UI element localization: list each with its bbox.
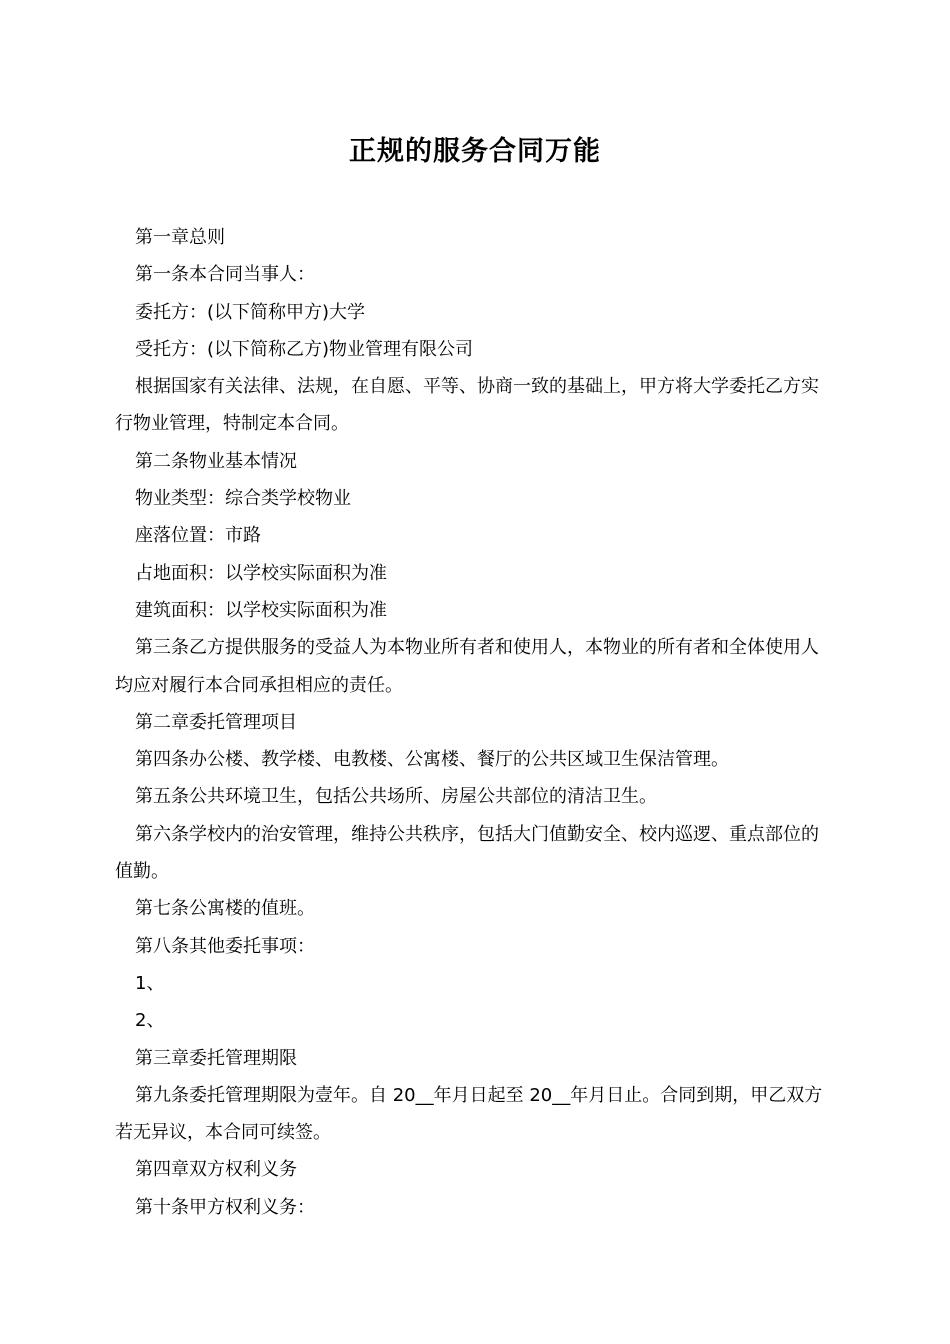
property-detail: 占地面积：以学校实际面积为准 (135, 562, 387, 584)
article-line: 第八条其他委托事项： (135, 935, 315, 957)
document-body (115, 219, 835, 1226)
paragraph: 第九条委托管理期限为壹年。自 20__年月日起至 20__年月日止。合同到期，甲乙双方若无异议，本合同可续签。 (115, 1084, 823, 1144)
list-item: 1、 (135, 972, 165, 994)
chapter-heading: 第一章总则 (135, 227, 225, 248)
chapter-heading: 第四章双方权利义务 (135, 1159, 297, 1181)
article-line: 第一条本合同当事人： (135, 264, 315, 286)
party-line: 委托方：(以下简称甲方)大学 (135, 301, 366, 323)
paragraph: 第六条学校内的治安管理，维持公共秩序，包括大门值勤安全、校内巡逻、重点部位的值勤。 (115, 823, 819, 883)
article-line: 第七条公寓楼的值班。 (135, 898, 315, 920)
list-item: 2、 (135, 1010, 165, 1032)
article-line: 第五条公共环境卫生，包括公共场所、房屋公共部位的清洁卫生。 (135, 786, 657, 808)
chapter-heading: 第二章委托管理项目 (135, 711, 297, 733)
paragraph: 第三条乙方提供服务的受益人为本物业所有者和使用人，本物业的所有者和全体使用人均应对履行本合同承担相应的责任。 (115, 637, 819, 696)
property-detail: 物业类型：综合类学校物业 (135, 488, 351, 510)
article-line: 第四条办公楼、教学楼、电教楼、公寓楼、餐厅的公共区域卫生保洁管理。 (135, 749, 729, 771)
party-line: 受托方：(以下简称乙方)物业管理有限公司 (135, 338, 474, 360)
property-detail: 建筑面积：以学校实际面积为准 (135, 599, 387, 621)
paragraph: 根据国家有关法律、法规，在自愿、平等、协商一致的基础上，甲方将大学委托乙方实行物业管理，特制定本合同。 (115, 376, 819, 435)
property-detail: 座落位置：市路 (135, 525, 261, 547)
article-line: 第二条物业基本情况 (135, 450, 297, 472)
article-line: 第十条甲方权利义务： (135, 1196, 315, 1218)
document-title: 正规的服务合同万能 (349, 136, 601, 167)
chapter-heading: 第三章委托管理期限 (135, 1047, 297, 1069)
